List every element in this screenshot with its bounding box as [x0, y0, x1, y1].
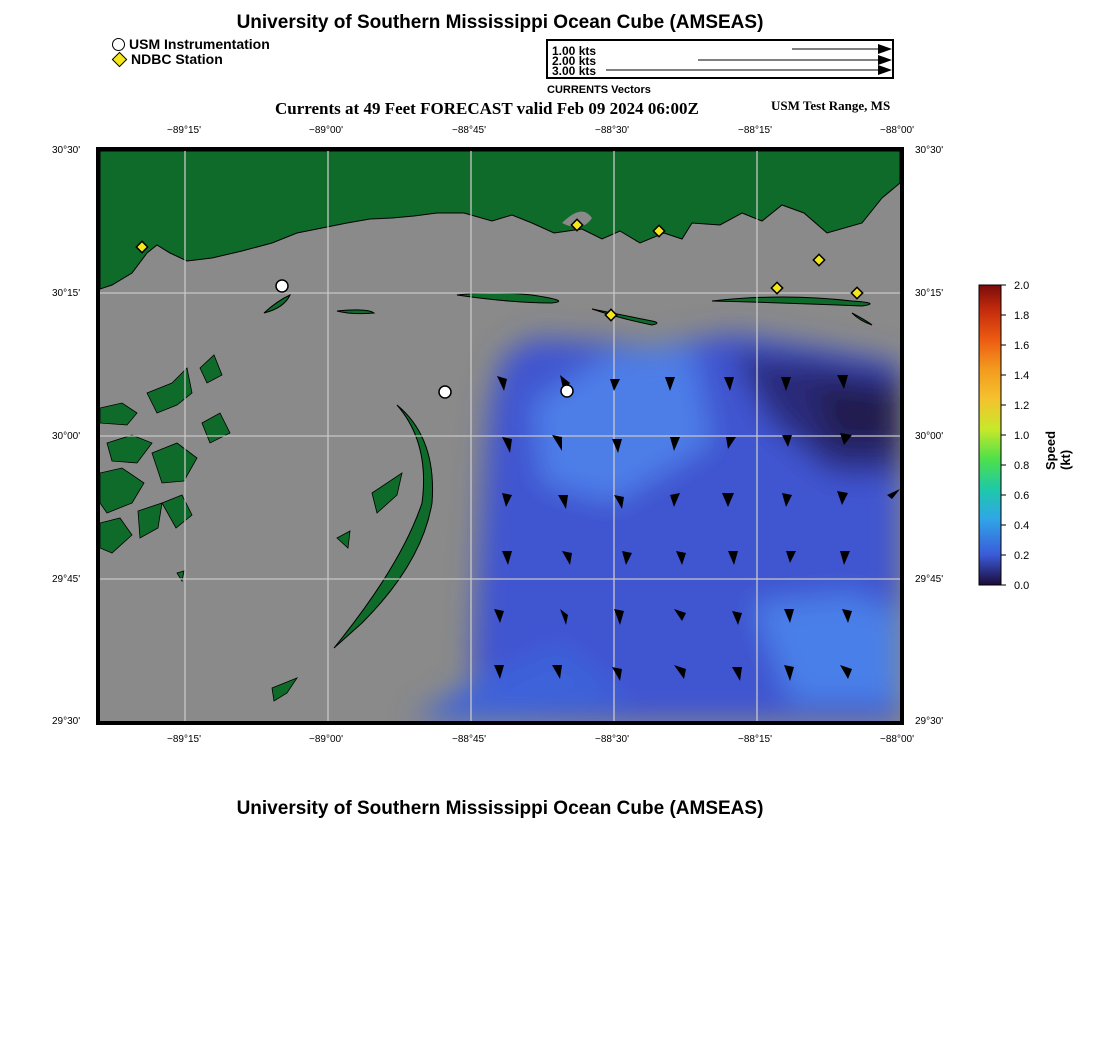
map-subtitle: Currents at 49 Feet FORECAST valid Feb 09 2024 06:00Z	[275, 99, 699, 118]
lon-label-bottom: −89°15'	[167, 734, 201, 745]
lon-label-bottom: −88°30'	[595, 734, 629, 745]
lat-label-right: 30°30'	[915, 145, 944, 156]
lon-label-top: −89°15'	[167, 125, 201, 136]
usm-instrument	[561, 385, 573, 397]
region-label: USM Test Range, MS	[771, 98, 891, 113]
map-title: University of Southern Mississippi Ocean Cube (AMSEAS)	[236, 12, 764, 33]
colorbar-label: 1.2	[1014, 400, 1030, 412]
colorbar-label: 1.0	[1014, 430, 1030, 442]
lat-label-right: 30°00'	[915, 431, 944, 442]
colorbar-label: 1.4	[1014, 370, 1030, 382]
vector-key-box	[546, 39, 894, 79]
lat-label-left: 29°45'	[52, 574, 81, 585]
lon-label-top: −88°15'	[738, 125, 772, 136]
lon-label-bottom: −88°15'	[738, 734, 772, 745]
usm-instrument	[439, 386, 451, 398]
colorbar-label: 1.8	[1014, 310, 1030, 322]
legend-usm	[112, 37, 270, 52]
vector-key-1kt: 1.00 kts	[552, 44, 597, 58]
lat-label-left: 29°30'	[52, 716, 81, 727]
lon-label-bottom: −88°00'	[880, 734, 914, 745]
lat-label-left: 30°00'	[52, 431, 81, 442]
symbol-legend	[112, 37, 270, 67]
colorbar-label: 2.0	[1014, 280, 1030, 292]
lat-label-right: 29°30'	[915, 716, 944, 727]
legend-usm-label: USM Instrumentation	[129, 36, 270, 52]
footer-title: University of Southern Mississippi Ocean Cube (AMSEAS)	[236, 798, 764, 819]
colorbar-label: 0.8	[1014, 460, 1030, 472]
vector-key-caption: CURRENTS Vectors	[547, 84, 651, 96]
ndbc-diamond-icon	[112, 52, 128, 68]
colorbar-title: Speed (kt)	[1043, 430, 1073, 470]
lon-label-top: −88°30'	[595, 125, 629, 136]
lat-label-right: 29°45'	[915, 574, 944, 585]
colorbar-label: 0.4	[1014, 520, 1030, 532]
currents-map	[92, 143, 910, 729]
lat-label-left: 30°30'	[52, 145, 81, 156]
lon-label-bottom: −89°00'	[309, 734, 343, 745]
usm-instrument	[276, 280, 288, 292]
lat-label-left: 30°15'	[52, 288, 81, 299]
vector-key-2kt: 2.00 kts	[552, 54, 597, 68]
lon-label-top: −88°00'	[880, 125, 914, 136]
legend-ndbc-label: NDBC Station	[131, 51, 223, 67]
colorbar-label: 0.0	[1014, 580, 1030, 592]
vector-key-arrows	[546, 39, 894, 79]
lat-label-right: 30°15'	[915, 288, 944, 299]
lon-label-top: −88°45'	[452, 125, 486, 136]
legend-ndbc	[112, 52, 270, 67]
lon-label-top: −89°00'	[309, 125, 343, 136]
vector-key-3kt: 3.00 kts	[552, 64, 597, 78]
speed-colorbar	[975, 282, 1015, 592]
colorbar-label: 1.6	[1014, 340, 1030, 352]
lon-label-bottom: −88°45'	[452, 734, 486, 745]
colorbar-label: 0.2	[1014, 550, 1030, 562]
usm-circle-icon	[112, 38, 125, 51]
colorbar-label: 0.6	[1014, 490, 1030, 502]
